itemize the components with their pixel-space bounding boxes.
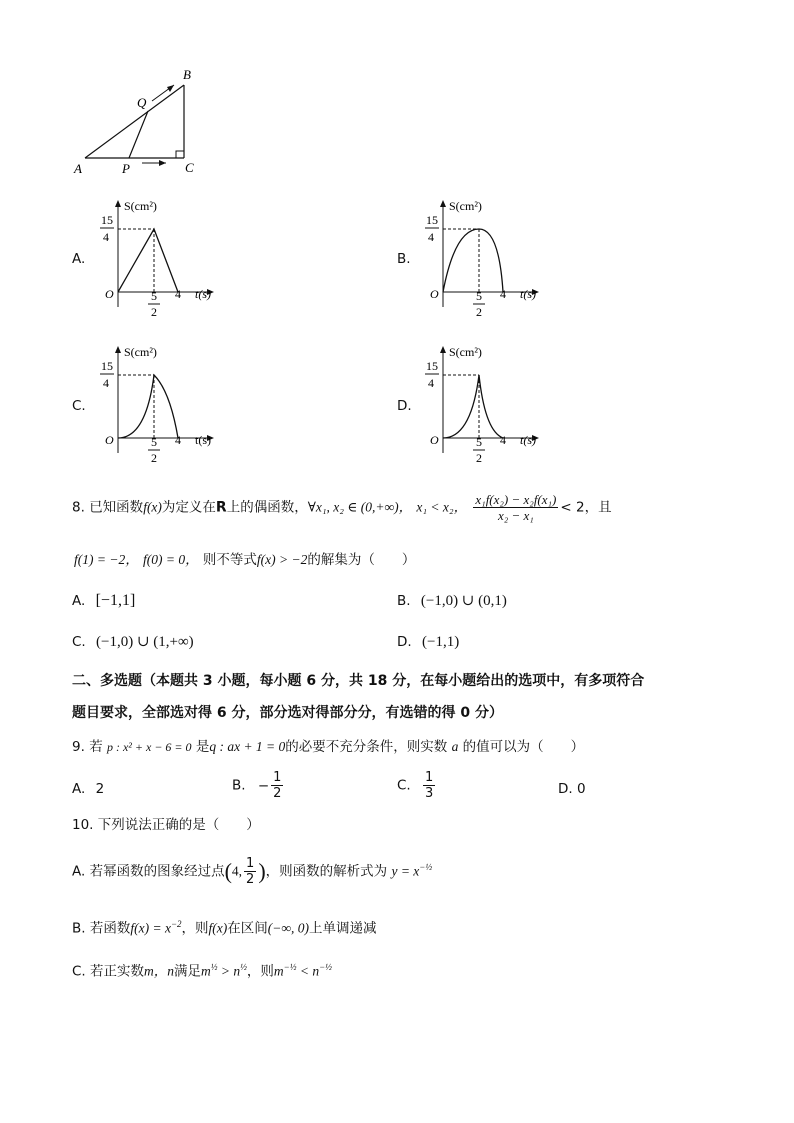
q10-a-exp: −½	[419, 862, 433, 872]
graph-d-y-tick-num: 15	[426, 359, 438, 373]
q9-option-c-num: 1	[425, 770, 434, 785]
q10-c-res: m	[273, 963, 284, 979]
q9-option-a-label: A.	[72, 781, 86, 797]
graph-c-x-end: 4	[175, 433, 181, 447]
section2-heading-line1: 二、多选题（本题共 3 小题，每小题 6 分，共 18 分，在每小题给出的选项中，有多项符合	[72, 673, 645, 689]
q8-option-d-label: D.	[397, 634, 412, 650]
q10-a-point-den: 2	[246, 872, 255, 887]
graph-c-y-label: S(cm²)	[124, 345, 157, 359]
graph-c-x-label: t(s)	[195, 433, 211, 447]
q10-a-paren-open: (	[224, 858, 232, 884]
section2-heading-line2: 题目要求，全部选对得 6 分，部分选对得部分分，有选错的得 0 分）	[72, 705, 503, 721]
q9-p: p : x² + x − 6 = 0	[106, 740, 192, 754]
q8-fx: f(x)	[143, 499, 162, 515]
q8-option-c	[72, 633, 194, 651]
q9-option-b	[232, 770, 285, 801]
q8-frac-den: x₂ − x₁	[497, 508, 534, 523]
q10-c-gt: > n	[217, 963, 241, 979]
q10-option-b	[72, 915, 377, 938]
q8-forall: ∀x₁, x₂ ∈ (0,+∞)，	[307, 499, 413, 515]
graph-c-x-tick-den: 2	[151, 451, 157, 465]
q9-option-a-value: 2	[95, 781, 105, 797]
q9-option-b-label: B.	[232, 777, 246, 794]
q10-b-text4: 上单调递减	[309, 920, 377, 937]
q9-option-d: D. 0	[558, 781, 586, 797]
graph-a-y-tick-num: 15	[101, 213, 113, 227]
q10-b-func: f(x) = x	[130, 920, 171, 936]
q10-a-text1: 若幂函数的图象经过点	[89, 863, 225, 880]
q9-option-c-frac	[423, 770, 435, 801]
q9-option-c-den: 3	[425, 786, 434, 801]
q8-option-d	[397, 633, 459, 651]
graph-d	[415, 341, 555, 466]
q10-a-label: A.	[72, 863, 86, 880]
graph-b-x-end: 4	[500, 287, 506, 301]
q8-on-even: 上的偶函数，	[226, 499, 308, 516]
q8-intro: 已知函数	[89, 499, 144, 516]
q8-option-b	[397, 592, 507, 610]
q9-a: a	[451, 739, 459, 754]
graph-b-y-tick-den: 4	[428, 230, 434, 244]
graph-b-y-label: S(cm²)	[449, 199, 482, 213]
q10-c-lt: < n	[296, 963, 320, 979]
q8-line1	[72, 492, 612, 523]
q8-option-a	[72, 592, 135, 610]
graph-option-c: C.	[72, 398, 86, 414]
graph-a-x-tick-num: 5	[151, 289, 157, 303]
graph-a	[90, 195, 230, 320]
triangle-figure	[70, 65, 210, 180]
graph-option-d: D.	[397, 398, 412, 414]
graph-option-a: A.	[72, 251, 86, 267]
q8-f1: f(1) = −2，	[74, 552, 139, 567]
q10-c-text2: 满足	[174, 963, 202, 980]
q8-option-b-value: (−1,0) ∪ (0,1)	[420, 593, 507, 609]
q8-def: 为定义在	[161, 499, 216, 516]
graph-d-y-label: S(cm²)	[449, 345, 482, 359]
q10-a-text2: ，则函数的解析式为	[265, 863, 388, 880]
q8-solution-text: 的解集为（ ）	[307, 552, 416, 568]
q9-option-c	[397, 770, 437, 801]
q9-number: 9.	[72, 739, 85, 755]
graph-d-x-tick-den: 2	[476, 451, 482, 465]
q8-lt2: < 2，且	[560, 499, 612, 516]
graph-c-x-tick-num: 5	[151, 435, 157, 449]
q8-option-a-label: A.	[72, 593, 86, 609]
graph-c-y-tick-den: 4	[103, 376, 109, 390]
q9-stem	[72, 738, 584, 756]
graph-d-y-tick-den: 4	[428, 376, 434, 390]
graph-c	[90, 341, 230, 466]
graph-d-origin: O	[430, 433, 439, 447]
label-C: C	[185, 160, 194, 175]
graph-a-origin: O	[105, 287, 114, 301]
graph-option-b: B.	[397, 251, 411, 267]
q8-fraction	[473, 492, 558, 523]
q9-option-c-label: C.	[397, 777, 411, 794]
q10-b-fx: f(x)	[208, 920, 228, 936]
q10-c-vars: m，n	[144, 963, 175, 979]
q8-order: x₁ < x₂，	[416, 499, 468, 515]
graph-b-y-tick-num: 15	[426, 213, 438, 227]
graph-d-x-end: 4	[500, 433, 506, 447]
q10-a-point-x: 4,	[231, 863, 243, 879]
q9-option-a	[72, 780, 104, 798]
graph-b-x-tick-num: 5	[476, 289, 482, 303]
q10-b-text1: 若函数	[89, 920, 131, 937]
q10-c-text1: 若正实数	[90, 963, 145, 980]
q8-option-c-value: (−1,0) ∪ (1,+∞)	[96, 634, 194, 650]
q9-option-b-sign: −	[257, 777, 270, 794]
q8-number: 8.	[72, 499, 85, 516]
q10-c-cond: m	[201, 963, 211, 979]
q10-b-text3: 在区间	[227, 920, 268, 937]
q9-option-b-num: 1	[273, 770, 282, 785]
graph-c-y-tick-num: 15	[101, 359, 113, 373]
q9-post: 的必要不充分条件，则实数	[285, 739, 448, 755]
q9-option-b-den: 2	[273, 786, 282, 801]
graph-a-x-end: 4	[175, 287, 181, 301]
graph-b-x-label: t(s)	[520, 287, 536, 301]
q10-b-label: B.	[72, 920, 86, 937]
q8-option-c-label: C.	[72, 634, 86, 650]
q10-c-label: C.	[72, 963, 86, 980]
graph-b-origin: O	[430, 287, 439, 301]
graph-a-x-label: t(s)	[195, 287, 211, 301]
q9-pre: 若	[89, 739, 103, 755]
q10-c-cond-exp2: ½	[240, 962, 247, 972]
label-B: B	[183, 67, 191, 82]
q10-c-text3: ，则	[246, 963, 274, 980]
graph-a-y-label: S(cm²)	[124, 199, 157, 213]
q10-a-paren-close: )	[258, 858, 266, 884]
label-A: A	[74, 161, 82, 176]
q9-mid: 是	[195, 739, 210, 755]
q8-ineq-text: 则不等式	[202, 552, 257, 568]
q8-frac-num: x₁f(x₂) − x₂f(x₁)	[475, 492, 557, 507]
q8-R: R	[215, 499, 227, 516]
q10-b-exp: −2	[170, 919, 182, 929]
q8-option-a-value: [−1,1]	[95, 592, 136, 609]
q10-c-res-exp: −½	[283, 962, 297, 972]
q8-f0: f(0) = 0，	[143, 552, 199, 567]
q10-a-point-frac	[244, 856, 256, 887]
graph-b	[415, 195, 555, 320]
graph-a-x-tick-den: 2	[151, 305, 157, 319]
q10-c-cond-exp: ½	[210, 962, 218, 972]
q8-ineq: f(x) > −2	[256, 552, 308, 567]
q10-a-formula: y = x	[391, 863, 420, 879]
graph-a-y-tick-den: 4	[103, 230, 109, 244]
q10-option-c	[72, 958, 332, 981]
q8-line2	[74, 551, 415, 569]
graph-d-x-tick-num: 5	[476, 435, 482, 449]
q8-option-d-value: (−1,1)	[421, 634, 460, 650]
graph-d-x-label: t(s)	[520, 433, 536, 447]
q10-option-a	[72, 856, 432, 887]
q10-b-text2: ，则	[181, 920, 209, 937]
q9-option-b-frac	[271, 770, 283, 801]
q10-b-interval: (−∞, 0)	[267, 920, 309, 936]
q9-tail: 的值可以为（ ）	[462, 739, 585, 755]
label-Q: Q	[137, 95, 147, 110]
q10-a-point-num: 1	[246, 856, 255, 871]
graph-b-x-tick-den: 2	[476, 305, 482, 319]
q8-option-b-label: B.	[397, 593, 411, 609]
q9-q: q : ax + 1 = 0	[209, 739, 286, 754]
label-P: P	[122, 161, 130, 176]
q10-stem: 10. 下列说法正确的是（ ）	[72, 817, 260, 833]
q10-c-res-exp2: −½	[319, 962, 332, 972]
graph-c-origin: O	[105, 433, 114, 447]
